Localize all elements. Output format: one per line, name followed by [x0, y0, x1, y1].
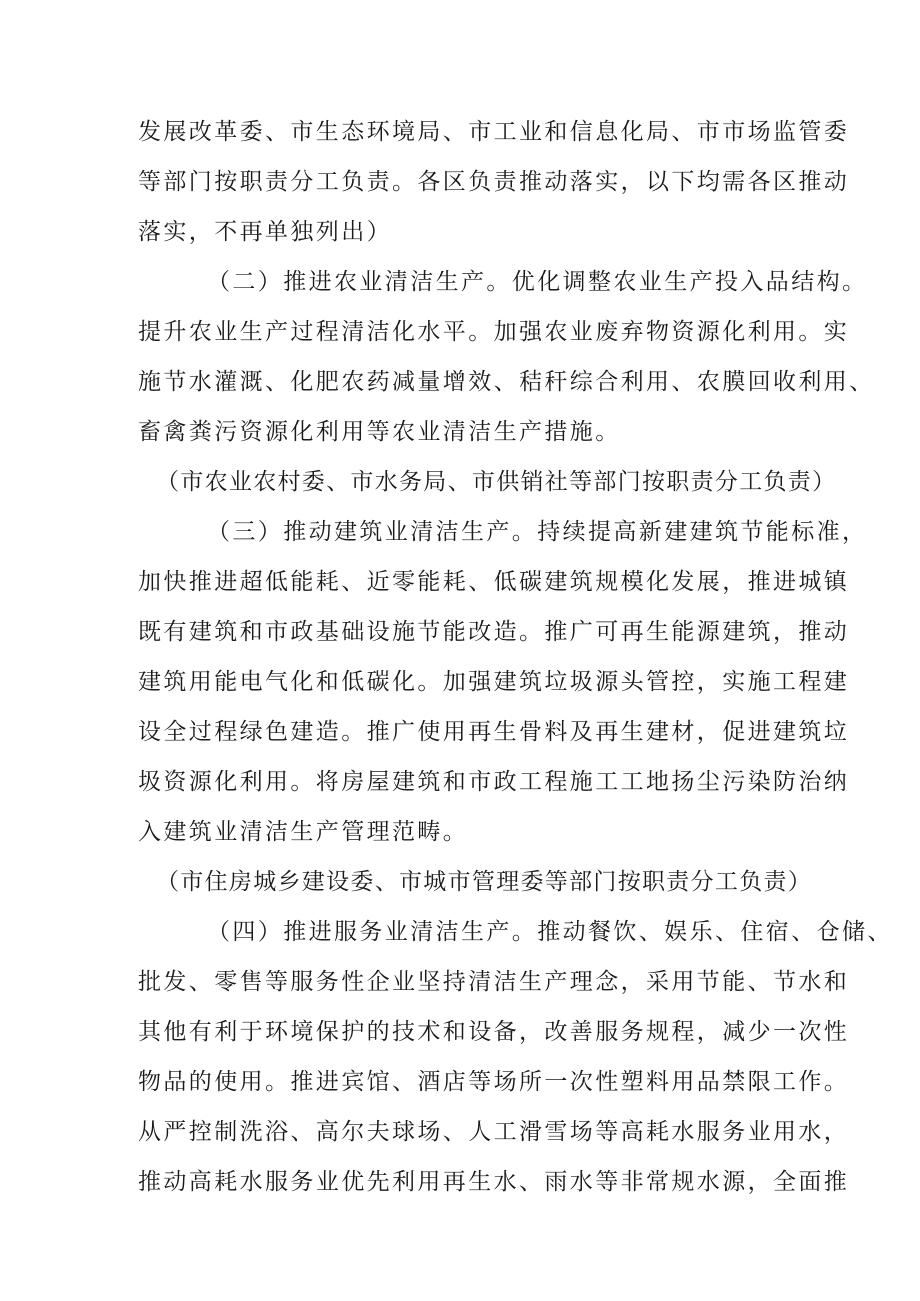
paragraph-heading-line: （四）推进服务业清洁生产。推动餐饮、娱乐、住宿、仓储、 — [207, 919, 893, 945]
text-line: 加快推进超低能耗、近零能耗、低碳建筑规模化发展，推进城镇 — [138, 569, 850, 595]
text-line: 提升农业生产过程清洁化水平。加强农业废弃物资源化利用。实 — [138, 319, 850, 345]
text-line: 设全过程绿色建造。推广使用再生骨料及再生建材，促进建筑垃 — [138, 719, 850, 745]
text-line: 从严控制洗浴、高尔夫球场、人工滑雪场等高耗水服务业用水， — [138, 1119, 850, 1145]
text-line: 既有建筑和市政基础设施节能改造。推广可再生能源建筑，推动 — [138, 619, 850, 645]
text-line: 物品的使用。推进宾馆、酒店等场所一次性塑料用品禁限工作。 — [138, 1069, 850, 1095]
text-line: 发展改革委、市生态环境局、市工业和信息化局、市市场监管委 — [138, 119, 850, 145]
text-line: 等部门按职责分工负责。各区负责推动落实，以下均需各区推动 — [138, 169, 850, 195]
text-line: 施节水灌溉、化肥农药减量增效、秸秆综合利用、农膜回收利用、 — [138, 369, 875, 395]
text-line: 建筑用能电气化和低碳化。加强建筑垃圾源头管控，实施工程建 — [138, 669, 850, 695]
text-line: 入建筑业清洁生产管理范畴。 — [138, 819, 469, 845]
text-line: 批发、零售等服务性企业坚持清洁生产理念，采用节能、节水和 — [138, 969, 850, 995]
responsibility-line: （市农业农村委、市水务局、市供销社等部门按职责分工负责） — [156, 469, 837, 495]
responsibility-line: （市住房城乡建设委、市城市管理委等部门按职责分工负责） — [156, 869, 813, 895]
text-line: 落实，不再单独列出） — [138, 219, 392, 245]
paragraph-heading-line: （三）推动建筑业清洁生产。持续提高新建建筑节能标准， — [207, 519, 868, 545]
paragraph-heading-line: （二）推进农业清洁生产。优化调整农业生产投入品结构。 — [207, 269, 868, 295]
text-line: 畜禽粪污资源化利用等农业清洁生产措施。 — [138, 419, 621, 445]
text-line: 推动高耗水服务业优先利用再生水、雨水等非常规水源，全面推 — [138, 1169, 850, 1195]
text-line: 圾资源化利用。将房屋建筑和市政工程施工工地扬尘污染防治纳 — [138, 769, 850, 795]
text-line: 其他有利于环境保护的技术和设备，改善服务规程，减少一次性 — [138, 1019, 850, 1045]
